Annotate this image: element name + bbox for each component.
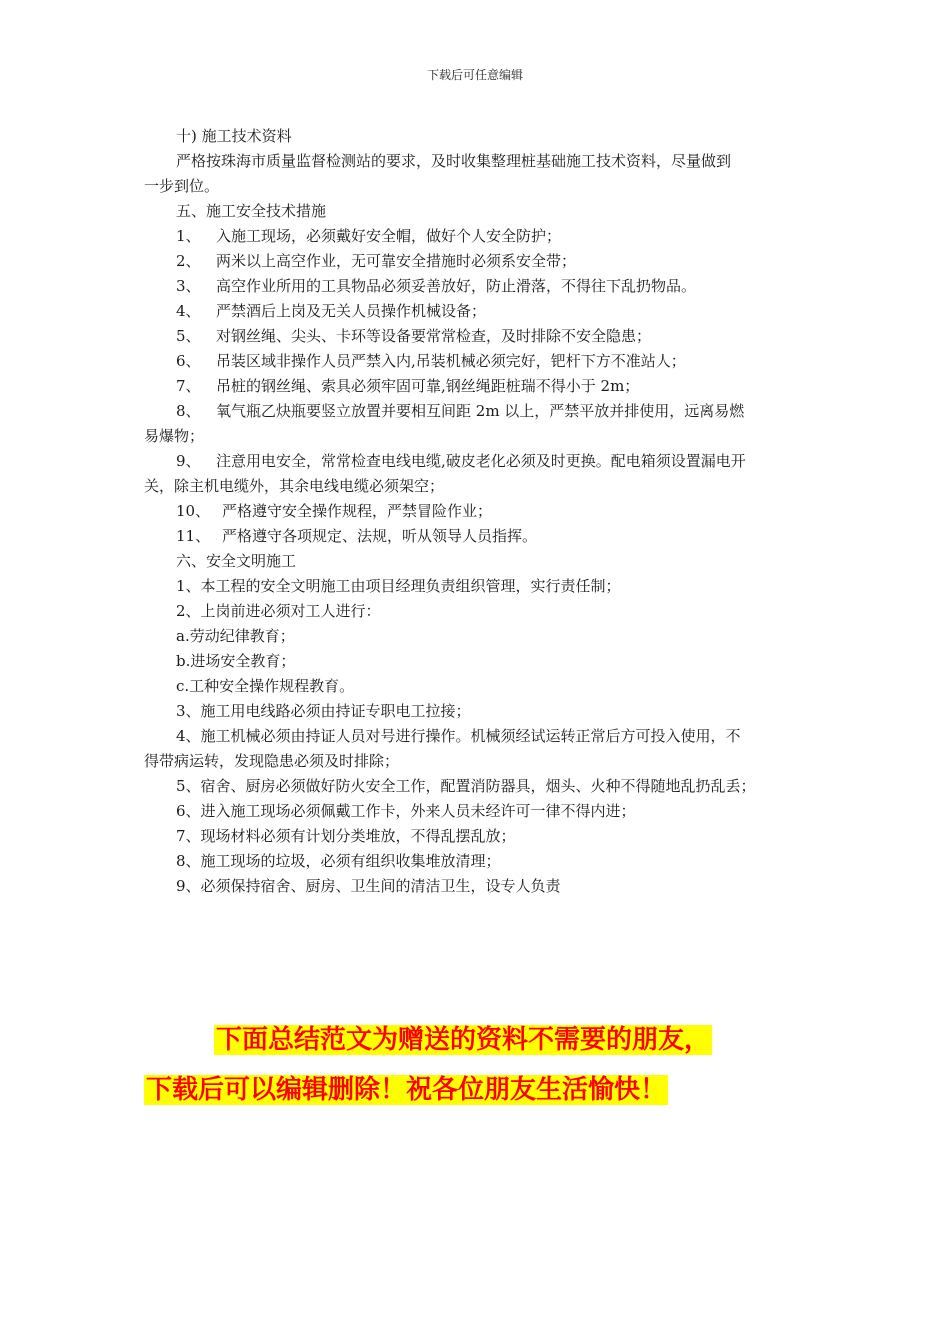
list-item: 4、 严禁酒后上岗及无关人员操作机械设备； [176, 302, 487, 320]
section-10-title: 十) 施工技术资料 [176, 127, 292, 145]
list-item: b.进场安全教育； [176, 652, 296, 670]
safety-list [144, 224, 824, 549]
list-item-continuation: 关，除主机电缆外，其余电线电缆必须架空； [144, 477, 445, 495]
list-item: 2、 两米以上高空作业，无可靠安全措施时必须系安全带； [176, 252, 577, 270]
list-item: 10、 严格遵守安全操作规程，严禁冒险作业； [176, 502, 493, 520]
section-10-paragraph-line-2: 一步到位。 [144, 177, 220, 195]
list-item-continuation: 得带病运转，发现隐患必须及时排除； [144, 752, 400, 770]
list-item: 1、本工程的安全文明施工由项目经理负责组织管理，实行责任制； [176, 577, 621, 595]
list-item: 6、进入施工现场必须佩戴工作卡，外来人员未经许可一律不得内进； [176, 802, 636, 820]
list-item: 11、 严格遵守各项规定、法规，听从领导人员指挥。 [176, 527, 538, 545]
page-header: 下载后可任意编辑 [426, 68, 523, 82]
list-item: 8、 氧气瓶乙炔瓶要竖立放置并要相互间距 2m 以上，严禁平放并排使用，远离易燃 [176, 402, 745, 420]
promo-line-1 [214, 1024, 712, 1056]
civil-list [144, 574, 824, 899]
list-item: 8、施工现场的垃圾，必须有组织收集堆放清理； [176, 852, 501, 870]
list-item: 5、宿舍、厨房必须做好防火安全工作，配置消防器具，烟头、火种不得随地乱扔乱丢； [176, 777, 756, 795]
list-item: 3、 高空作业所用的工具物品必须妥善放好，防止滑落，不得往下乱扔物品。 [176, 277, 697, 295]
list-item: 7、 吊桩的钢丝绳、索具必须牢固可靠,钢丝绳距桩瑞不得小于 2m； [176, 377, 640, 395]
document-body [144, 124, 824, 899]
list-item: c.工种安全操作规程教育。 [176, 677, 355, 695]
list-item: 7、现场材料必须有计划分类堆放，不得乱摆乱放； [176, 827, 516, 845]
promo-highlight: 下面总结范文为赠送的资料不需要的朋友， [216, 1025, 711, 1055]
list-item: 6、 吊装区域非操作人员严禁入内,吊装机械必须完好，钯杆下方不准站人； [176, 352, 686, 370]
promo-line-2 [144, 1074, 668, 1106]
list-item: 3、施工用电线路必须由持证专职电工拉接； [176, 702, 471, 720]
list-item: a.劳动纪律教育； [176, 627, 295, 645]
list-item: 9、必须保持宿舍、厨房、卫生间的清洁卫生，设专人负责 [176, 877, 561, 895]
list-item: 5、 对钢丝绳、尖头、卡环等设备要常常检查，及时排除不安全隐患； [176, 327, 652, 345]
list-item: 9、 注意用电安全，常常检查电线电缆,破皮老化必须及时更换。配电箱须设置漏电开 [176, 452, 746, 470]
section-5-title: 五、施工安全技术措施 [176, 202, 327, 220]
list-item: 2、上岗前进必须对工人进行： [176, 602, 381, 620]
section-10-paragraph-line-1: 严格按珠海市质量监督检测站的要求，及时收集整理桩基础施工技术资料，尽量做到 [176, 152, 732, 170]
section-6-title: 六、安全文明施工 [176, 552, 297, 570]
list-item-continuation: 易爆物； [144, 427, 205, 445]
list-item: 1、 入施工现场，必须戴好安全帽，做好个人安全防护； [176, 227, 562, 245]
promo-highlight: 下载后可以编辑删除！祝各位朋友生活愉快！ [146, 1075, 667, 1105]
list-item: 4、施工机械必须由持证人员对号进行操作。机械须经试运转正常后方可投入使用，不 [176, 727, 741, 745]
